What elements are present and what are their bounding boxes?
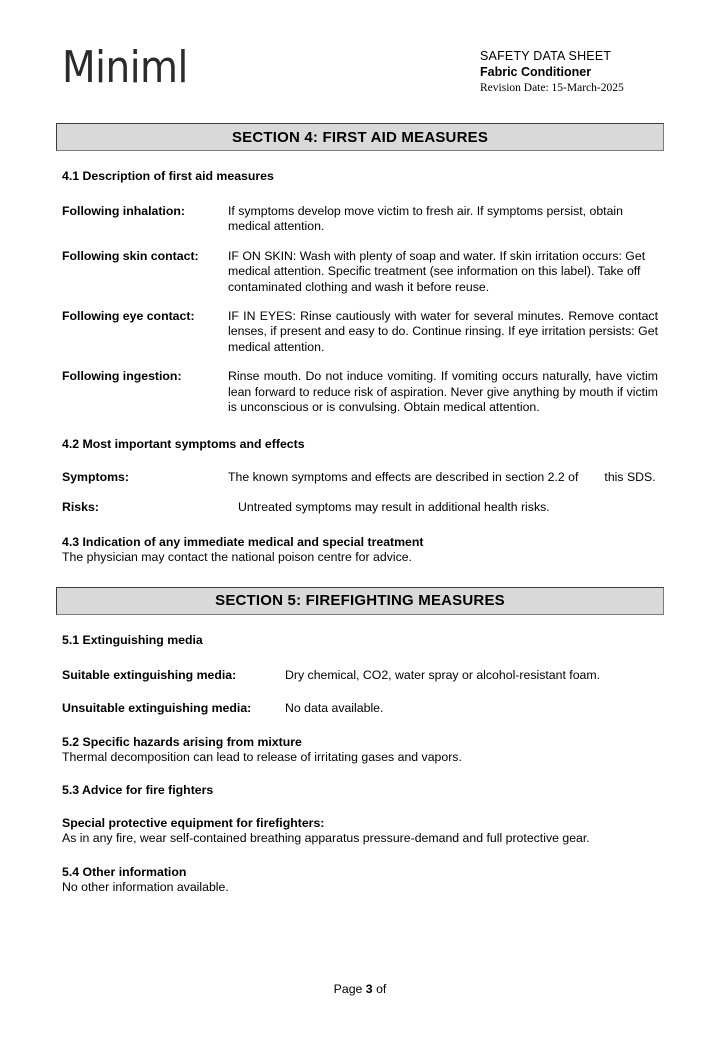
sds-page [0, 42, 720, 1060]
row-label: Risks: [62, 499, 99, 514]
suitable-extinguishing-media-row [62, 668, 658, 683]
row-label: Suitable extinguishing media: [62, 667, 237, 682]
first-aid-row-eye-contact [62, 309, 658, 355]
heading-5-3: 5.3 Advice for fire fighters [62, 783, 214, 798]
row-label: Following inhalation: [62, 204, 185, 218]
heading-4-2: 4.2 Most important symptoms and effects [62, 437, 305, 452]
header-meta-block [480, 48, 680, 96]
text-5-4: No other information available. [62, 879, 229, 894]
heading-4-3: 4.3 Indication of any immediate medical and special treatment [62, 535, 424, 550]
text-4-3: The physician may contact the national poison centre for advice. [62, 550, 412, 565]
first-aid-row-ingestion [62, 369, 658, 415]
row-text: If symptoms develop move victim to fresh air. If symptoms persist, obtain medical attention. [228, 204, 624, 234]
symptoms-text-part2: this SDS. [604, 470, 656, 485]
row-label: Symptoms: [62, 470, 129, 485]
product-name: Fabric Conditioner [480, 65, 592, 79]
row-text: Dry chemical, CO2, water spray or alcohol-resistant foam. [285, 667, 601, 682]
document-header [0, 42, 720, 114]
revision-date: Revision Date: 15-March-2025 [480, 82, 624, 94]
row-text: No data available. [285, 701, 384, 716]
ppe-text: As in any fire, wear self-contained breathing apparatus pressure-demand and full protective gear. [62, 831, 590, 846]
row-label: Following skin contact: [62, 248, 199, 263]
text-5-2: Thermal decomposition can lead to release of irritating gases and vapors. [62, 749, 462, 764]
section-5-banner-label: SECTION 5: FIREFIGHTING MEASURES [215, 592, 505, 610]
heading-4-1: 4.1 Description of first aid measures [62, 169, 274, 183]
symptoms-text-part1: The known symptoms and effects are described in section 2.2 of [228, 470, 579, 485]
footer-page-number: 3 [365, 982, 373, 996]
section-5-banner [56, 587, 664, 615]
unsuitable-extinguishing-media-row [62, 701, 658, 716]
row-text: Untreated symptoms may result in additional health risks. [238, 499, 550, 514]
heading-5-2: 5.2 Specific hazards arising from mixture [62, 734, 302, 749]
row-label: Following eye contact: [62, 309, 195, 324]
first-aid-row-skin-contact [62, 249, 658, 295]
first-aid-row-inhalation [62, 204, 658, 235]
row-text: Rinse mouth. Do not induce vomiting. If vomiting occurs naturally, have victim lean forward to reduce risk of aspiration. Never give anything by mouth if victim is unconscious or is convulsing. Obtain medical attention. [228, 369, 658, 415]
row-text: IF IN EYES: Rinse cautiously with water for several minutes. Remove contact lenses, if present and easy to do. Continue rinsing. If eye irritation persists: Get medical attention. [228, 309, 658, 354]
section-4-banner [56, 123, 664, 151]
row-text: IF ON SKIN: Wash with plenty of soap and water. If skin irritation occurs: Get medical attention. Specific treatment (see information on this label). Take off contaminated clothing and wash it before reuse. [228, 248, 646, 294]
footer-page-suffix: of [376, 982, 387, 996]
ppe-label: Special protective equipment for firefighters: [62, 816, 325, 831]
row-text [228, 470, 658, 485]
footer-page-prefix: Page [333, 982, 363, 996]
heading-5-4: 5.4 Other information [62, 864, 187, 879]
symptoms-row [62, 470, 658, 485]
miniml-wordmark-logo: Miniml [62, 42, 188, 94]
document-type-label: SAFETY DATA SHEET [480, 49, 612, 63]
row-label: Following ingestion: [62, 369, 182, 384]
row-label: Unsuitable extinguishing media: [62, 701, 252, 716]
section-5-content [0, 615, 720, 895]
section-4-banner-label: SECTION 4: FIRST AID MEASURES [231, 128, 489, 146]
section-4-content [0, 151, 720, 566]
page-footer [0, 982, 720, 996]
heading-5-1: 5.1 Extinguishing media [62, 632, 203, 647]
risks-row [62, 500, 658, 515]
